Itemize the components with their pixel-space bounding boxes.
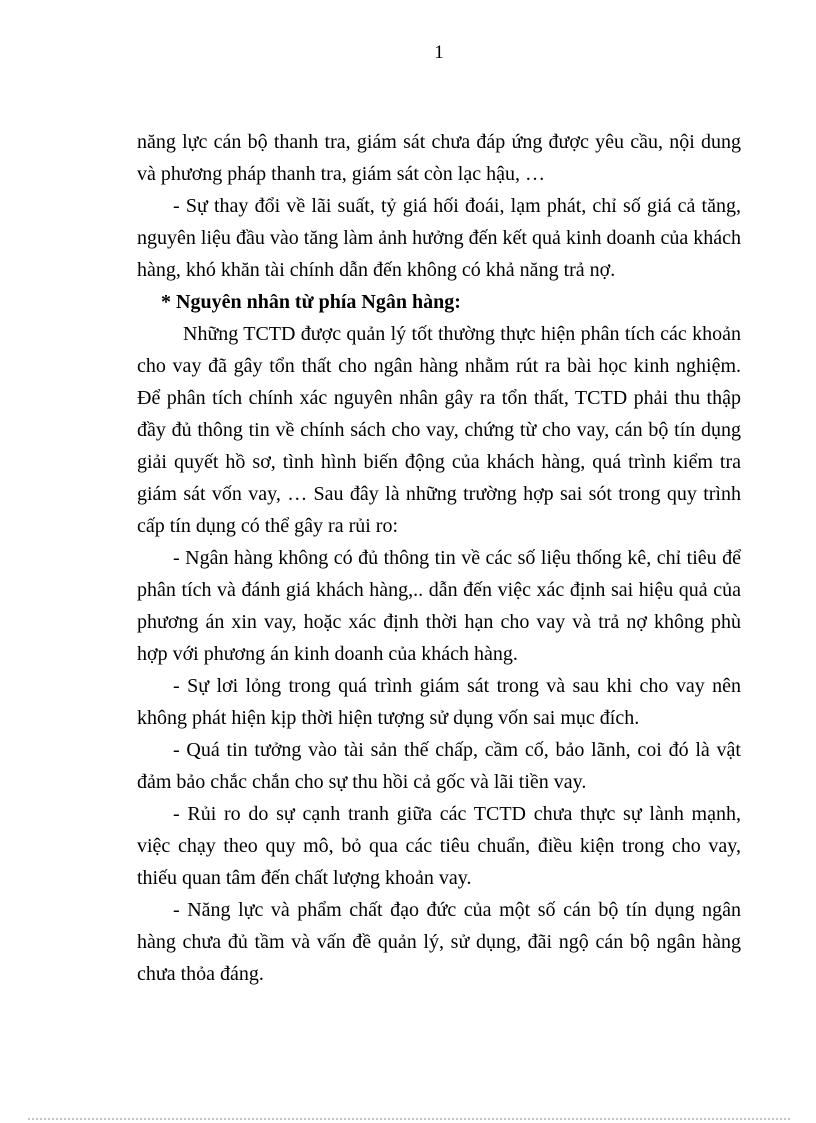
section-heading: * Nguyên nhân từ phía Ngân hàng: — [161, 291, 461, 313]
paragraph-dash-item: - Năng lực và phẩm chất đạo đức của một số cán bộ tín dụng ngân hàng chưa đủ tầm và vấn đề quản lý, sử dụng, đãi ngộ cán bộ ngân hàng chưa thỏa đáng. — [137, 899, 741, 985]
page-number: 1 — [434, 42, 444, 63]
paragraph-dash-item: - Quá tin tưởng vào tài sản thế chấp, cầm cố, bảo lãnh, coi đó là vật đảm bảo chắc chắn cho sự thu hồi cả gốc và lãi tiền vay. — [137, 739, 741, 793]
footer-dotted-divider — [28, 1118, 790, 1120]
document-body — [137, 126, 741, 990]
paragraph-continuation: năng lực cán bộ thanh tra, giám sát chưa đáp ứng được yêu cầu, nội dung và phương pháp thanh tra, giám sát còn lạc hậu, … — [137, 131, 741, 185]
paragraph-dash-item: - Rủi ro do sự cạnh tranh giữa các TCTD chưa thực sự lành mạnh, việc chạy theo quy mô, bỏ qua các tiêu chuẩn, điều kiện trong cho vay, thiếu quan tâm đến chất lượng khoản vay. — [137, 803, 741, 889]
paragraph-dash-item: - Sự lơi lỏng trong quá trình giám sát trong và sau khi cho vay nên không phát hiện kịp thời hiện tượng sử dụng vốn sai mục đích. — [137, 675, 741, 729]
paragraph-dash-item: - Sự thay đổi về lãi suất, tỷ giá hối đoái, lạm phát, chỉ số giá cả tăng, nguyên liệu đầu vào tăng làm ảnh hưởng đến kết quả kinh doanh của khách hàng, khó khăn tài chính dẫn đến không có khả năng trả nợ. — [137, 195, 741, 281]
paragraph-body: Những TCTD được quản lý tốt thường thực hiện phân tích các khoản cho vay đã gây tổn thất cho ngân hàng nhằm rút ra bài học kinh nghiệm. Để phân tích chính xác nguyên nhân gây ra tổn thất, TCTD phải thu thập đầy đủ thông tin về chính sách cho vay, chứng từ cho vay, cán bộ tín dụng giải quyết hồ sơ, tình hình biến động của khách hàng, quá trình kiểm tra giám sát vốn vay, … Sau đây là những trường hợp sai sót trong quy trình cấp tín dụng có thể gây ra rủi ro: — [137, 323, 741, 537]
paragraph-dash-item: - Ngân hàng không có đủ thông tin về các số liệu thống kê, chỉ tiêu để phân tích và đánh giá khách hàng,.. dẫn đến việc xác định sai hiệu quả của phương án xin vay, hoặc xác định thời hạn cho vay và trả nợ không phù hợp với phương án kinh doanh của khách hàng. — [137, 547, 741, 665]
